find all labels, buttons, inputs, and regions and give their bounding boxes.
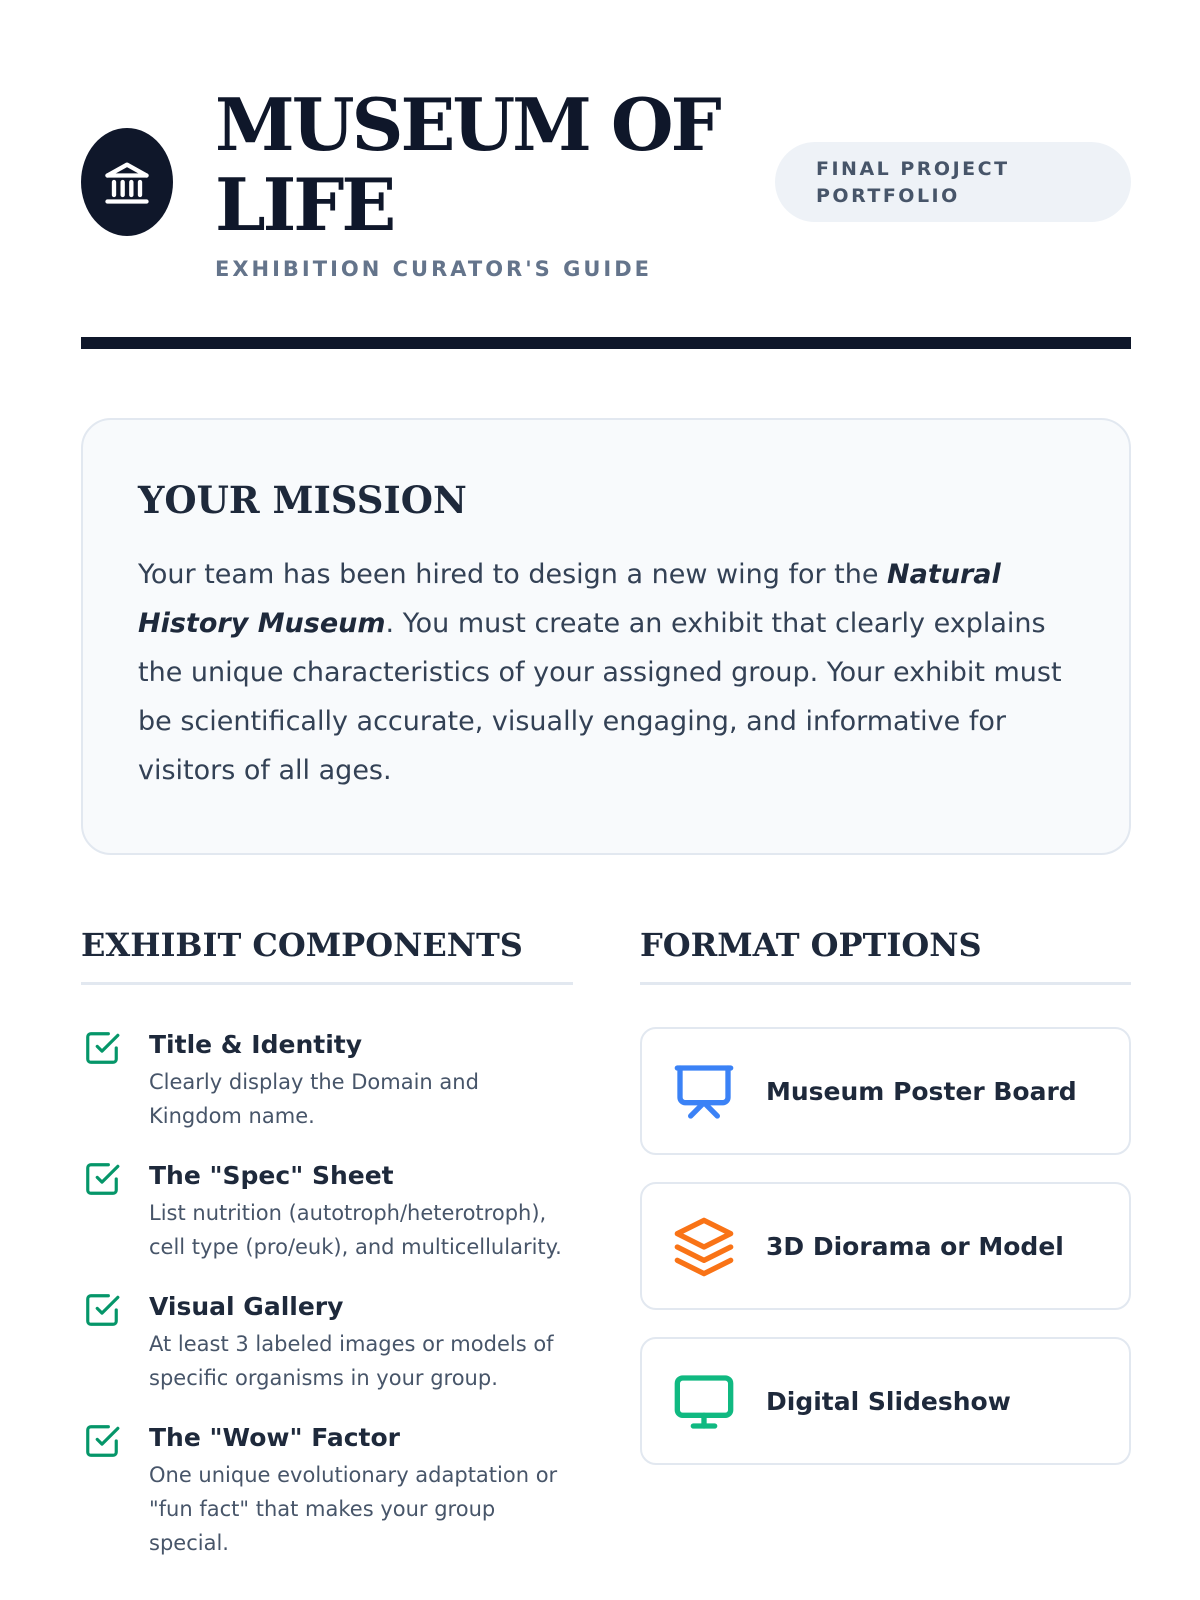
format-card-poster <box>640 1027 1131 1155</box>
checkbox-checked-icon <box>83 1029 121 1067</box>
badge-label: FINAL PROJECT PORTFOLIO <box>816 158 1010 207</box>
item-description: One unique evolutionary adaptation or "fun fact" that makes your group special. <box>149 1463 558 1555</box>
logo <box>81 128 173 236</box>
museum-icon <box>101 156 153 208</box>
components-list <box>81 1025 573 1560</box>
mission-title: YOUR MISSION <box>138 478 467 522</box>
layers-icon <box>672 1215 736 1279</box>
mission-emphasis: Natural History Museum <box>138 559 1001 639</box>
format-label: Museum Poster Board <box>766 1077 1077 1106</box>
mission-text-end: . You must create an exhibit that clearly explains the unique characteristics of your assigned group. Your exhibit must be scientifically accurate, visually engaging, and informative for visitors of all ages. <box>138 608 1062 786</box>
page-subtitle: EXHIBITION CURATOR'S GUIDE <box>215 257 652 281</box>
title-block <box>215 82 735 281</box>
format-card-diorama <box>640 1182 1131 1310</box>
list-item <box>81 1418 573 1560</box>
portfolio-badge <box>775 142 1131 222</box>
header <box>81 82 1131 285</box>
format-label: 3D Diorama or Model <box>766 1232 1064 1261</box>
list-item <box>81 1287 573 1418</box>
item-title: Visual Gallery <box>149 1292 344 1321</box>
mission-card <box>81 418 1131 855</box>
format-options <box>640 1027 1131 1492</box>
format-card-slideshow <box>640 1337 1131 1465</box>
components-heading: EXHIBIT COMPONENTS <box>81 925 573 985</box>
item-description: At least 3 labeled images or models of specific organisms in your group. <box>149 1332 554 1390</box>
item-description: List nutrition (autotroph/heterotroph), cell type (pro/euk), and multicellularity. <box>149 1201 562 1259</box>
checkbox-checked-icon <box>83 1422 121 1460</box>
checkbox-checked-icon <box>83 1291 121 1329</box>
checkbox-checked-icon <box>83 1160 121 1198</box>
item-description: Clearly display the Domain and Kingdom name. <box>149 1070 479 1128</box>
formats-heading: FORMAT OPTIONS <box>640 925 1131 985</box>
monitor-icon <box>672 1370 736 1434</box>
item-title: The "Wow" Factor <box>149 1423 400 1452</box>
item-title: Title & Identity <box>149 1030 363 1059</box>
item-title: The "Spec" Sheet <box>149 1161 394 1190</box>
list-item <box>81 1025 573 1156</box>
list-item <box>81 1156 573 1287</box>
mission-text <box>138 550 1073 795</box>
presentation-board-icon <box>672 1060 736 1124</box>
format-label: Digital Slideshow <box>766 1387 1011 1416</box>
header-divider <box>81 337 1131 349</box>
mission-text-start: Your team has been hired to design a new wing for the <box>138 559 888 590</box>
page-title: MUSEUM OF LIFE <box>215 82 719 247</box>
